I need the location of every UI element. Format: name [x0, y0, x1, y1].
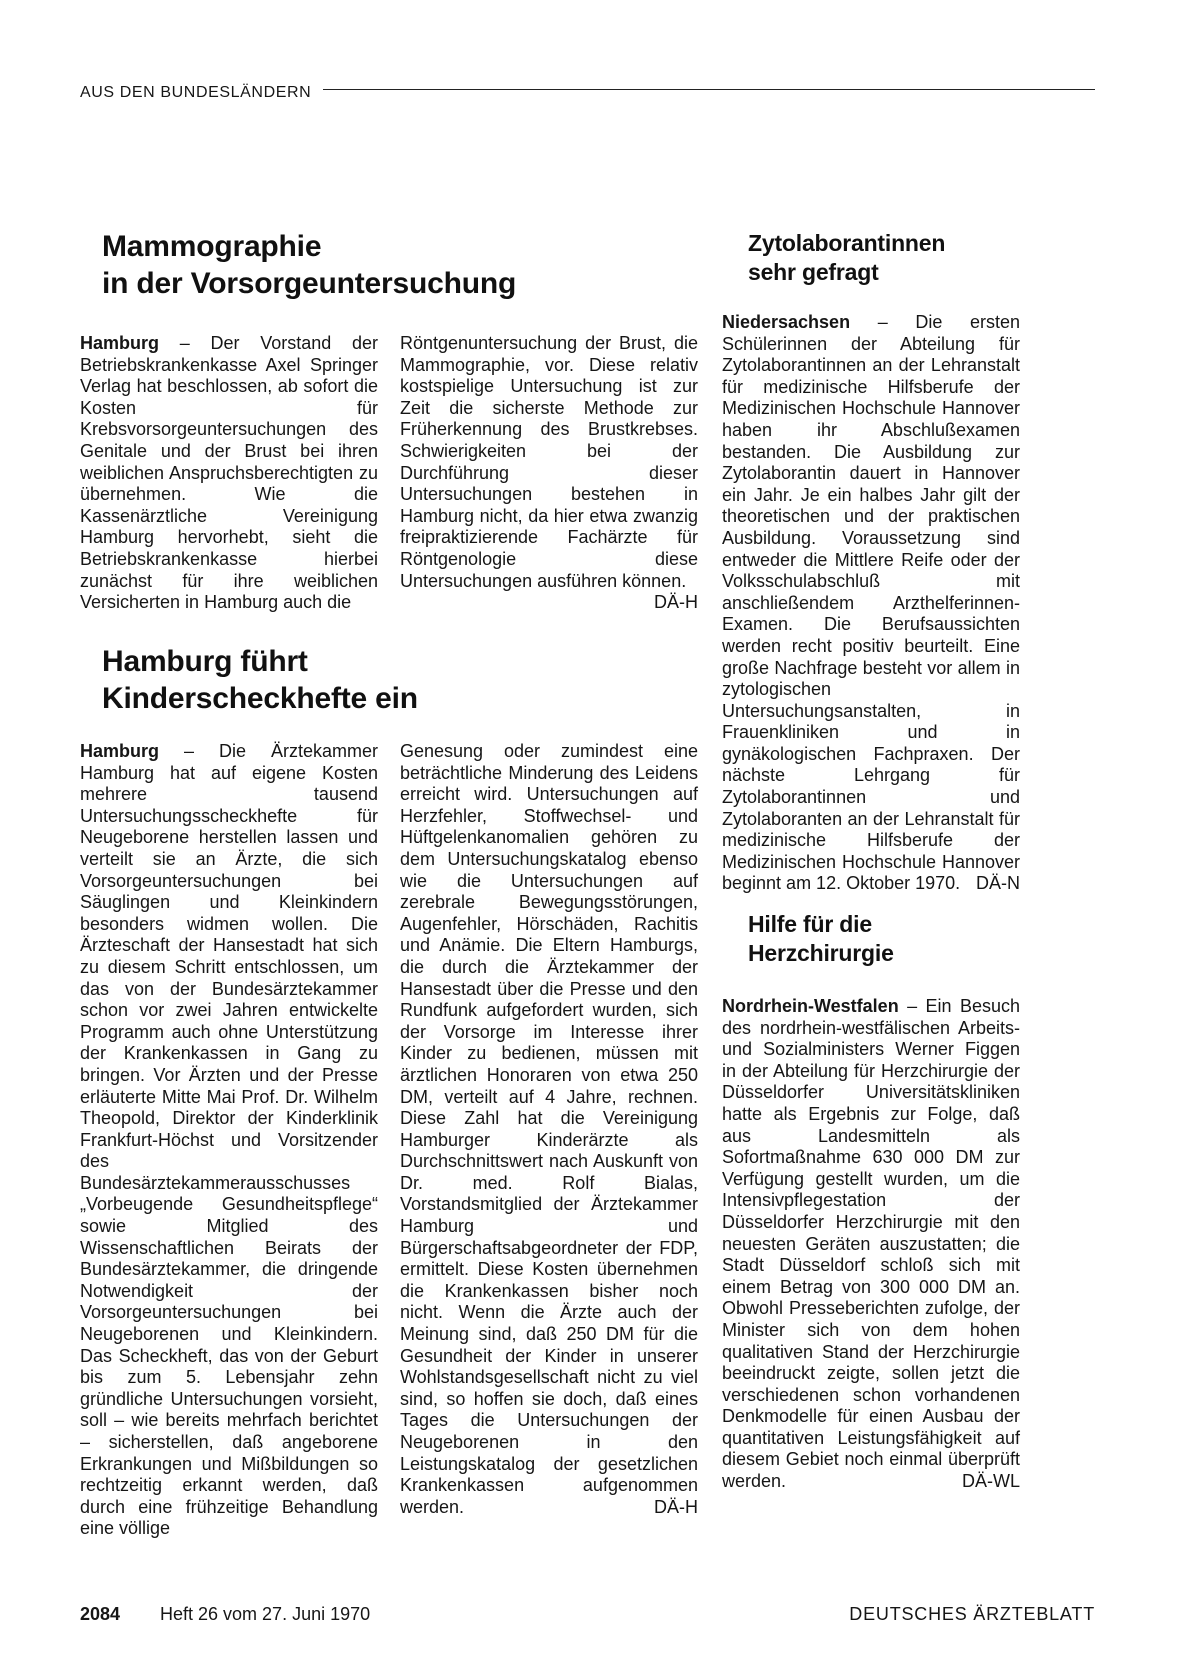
- article-mammographie-col1: [80, 333, 378, 614]
- title-line: Kinderscheckhefte ein: [102, 682, 418, 716]
- article-text: Röntgenuntersuchung der Brust, die Mammographie, vor. Diese relativ kostspielige Untersuchung ist zur Zeit die sicherste Methode zur Früherkennung des Brustkrebses. Schwierigkeiten bei der Durchführung dieser Untersuchungen bestehen in Hamburg nicht, da hier etwa zwanzig freipraktizierende Fachärzte für Röntgenologie diese Untersuchungen ausführen können.: [400, 333, 698, 591]
- title-line: Herzchirurgie: [748, 939, 894, 966]
- title-line: Hilfe für die: [748, 911, 872, 937]
- dateline-place: Hamburg: [80, 741, 160, 761]
- section-title: AUS DEN BUNDESLÄNDERN: [80, 84, 312, 101]
- section-header: [80, 84, 1095, 102]
- article-herzchirurgie-body: [722, 996, 1020, 1493]
- article-mammographie-col2: [400, 333, 698, 614]
- article-text: – Der Vorstand der Betriebskrankenkasse Axel Springer Verlag hat beschlossen, ab sofort die Kosten für Krebsvorsorgeuntersuchungen des Genitale und der Brust bei ihren weiblichen Anspruchsberechtigten zu übernehmen. Wie die Kassenärztliche Vereinigung Hamburg hervorhebt, sieht die Betriebskrankenkasse hierbei zunächst für ihre weiblichen Versicherten in Hamburg auch die: [80, 333, 378, 613]
- title-line: in der Vorsorgeuntersuchung: [102, 267, 517, 301]
- article-text: – Die Ärztekammer Hamburg hat auf eigene Kosten mehrere tausend Untersuchungsscheckhefte für Neugeborene herstellen lassen und verteilt sie an Ärzte, die sich Vorsorgeuntersuchungen bei Säuglingen und Kleinkindern besonders widmen wollen. Die Ärzteschaft der Hansestadt hat sich zu diesem Schritt entschlossen, um das von der Bundesärztekammer schon vor zwei Jahren entwickelte Programm auch ohne Unterstützung der Krankenkassen in Gang zu bringen. Vor Ärzten und der Presse erläuterte Mitte Mai Prof. Dr. Wilhelm Theopold, Direktor der Kinderklinik Frankfurt-Höchst und Vorsitzender des Bundesärztekammerausschusses „Vorbeugende Gesundheitspflege“ sowie Mitglied des Wissenschaftlichen Beirats der Bundesärztekammer, die dringende Notwendigkeit der Vorsorgeuntersuchungen bei Neugeborenen und Kleinkindern. Das Scheckheft, das von der Geburt bis zum 5. Lebensjahr zehn gründliche Untersuchungen vorsieht, soll – wie bereits mehrfach berichtet – sicherstellen, daß angeborene Erkrankungen und Mißbildungen so rechtzeitig erkannt werden, daß durch eine frühzeitige Behandlung eine völlige: [80, 741, 378, 1539]
- article-kinderscheckhefte-title: [102, 643, 418, 717]
- title-line: Hamburg führt: [102, 645, 308, 678]
- article-herzchirurgie-title: [748, 910, 894, 967]
- article-text: – Ein Besuch des nordrhein-westfälischen Arbeits- und Sozialministers Werner Figgen in der Abteilung für Herzchirurgie der Düsseldorfer Universitätskliniken hatte als Ergebnis zur Folge, daß aus Landesmitteln als Sofortmaßnahme 630 000 DM zur Verfügung gestellt wurden, um die Intensivpflegestation der Düsseldorfer Herzchirurgie mit den neuesten Geräten auszustatten; die Stadt Düsseldorf schloß sich mit einem Betrag von 300 000 DM an. Obwohl Presseberichten zufolge, der Minister sich von dem hohen qualitativen Stand der Herzchirurgie beeindruckt zeigte, sollen jetzt die verschiedenen schon vorhandenen Denkmodelle für einen Ausbau der quantitativen Leistungsfähigkeit auf diesem Gebiet noch einmal überprüft werden.: [722, 996, 1020, 1492]
- dateline-place: Hamburg: [80, 333, 160, 353]
- header-rule: [323, 89, 1095, 90]
- journal-name: DEUTSCHES ÄRZTEBLATT: [849, 1604, 1095, 1624]
- page-number: 2084: [80, 1604, 121, 1624]
- page-footer: [80, 1604, 1095, 1625]
- article-kinderscheckhefte-col1: [80, 741, 378, 1540]
- author-signature: DÄ-H: [654, 592, 698, 613]
- article-text: – Die ersten Schülerinnen der Abteilung für Zytolaborantinnen an der Lehranstalt für medizinische Hilfsberufe der Medizinischen Hochschule Hannover haben ihr Abschlußexamen bestanden. Die Ausbildung zur Zytolaborantin dauert in Hannover ein Jahr. Je ein halbes Jahr gilt der theoretischen und der praktischen Ausbildung. Voraussetzung sind entweder die Mittlere Reife oder der Volksschulabschluß mit anschließendem Arzthelferinnen-Examen. Die Berufsaussichten werden recht positiv beurteilt. Eine große Nachfrage besteht vor allem in zytologischen Untersuchungsanstalten, in Frauenkliniken und in gynäkologischen Fachpraxen. Der nächste Lehrgang für Zytolaborantinnen und Zytolaboranten an der Lehranstalt für medizinische Hilfsberufe der Medizinischen Hochschule Hannover beginnt am 12. Oktober 1970.: [722, 312, 1020, 894]
- title-line: Zytolaborantinnen: [748, 230, 946, 256]
- article-mammographie-title: [102, 228, 516, 302]
- article-kinderscheckhefte-col2: [400, 741, 698, 1518]
- article-zytolaborantinnen-title: [748, 229, 945, 286]
- dateline-place: Nordrhein-Westfalen: [722, 996, 899, 1016]
- dateline-place: Niedersachsen: [722, 312, 851, 332]
- title-line: sehr gefragt: [748, 258, 879, 285]
- title-line: Mammographie: [102, 230, 322, 263]
- issue-info: Heft 26 vom 27. Juni 1970: [160, 1604, 371, 1624]
- author-signature: DÄ-H: [654, 1496, 698, 1517]
- article-zytolaborantinnen-body: [722, 312, 1020, 895]
- article-text: Genesung oder zumindest eine beträchtliche Minderung des Leidens erreicht wird. Untersuchungen auf Herzfehler, Stoffwechsel- und Hüftgelenkanomalien gehören zu dem Untersuchungskatalog ebenso wie die Untersuchungen auf zerebrale Bewegungsstörungen, Augenfehler, Hörschäden, Rachitis und Anämie. Die Eltern Hamburgs, die durch die Ärztekammer der Hansestadt über die Presse und den Rundfunk aufgefordert wurden, sich der Vorsorge im Interesse ihrer Kinder zu bedienen, müssen mit ärztlichen Honoraren von etwa 250 DM, verteilt auf 4 Jahre, rechnen. Diese Zahl hat die Vereinigung Hamburger Kinderärzte als Durchschnittswert nach Auskunft von Dr. med. Rolf Bialas, Vorstandsmitglied der Ärztekammer Hamburg und Bürgerschaftsabgeordneter der FDP, ermittelt. Diese Kosten übernehmen die Krankenkassen bisher noch nicht. Wenn die Ärzte auch der Meinung sind, daß 250 DM für die Gesundheit der Kinder in unserer Wohlstandsgesellschaft nicht zu viel sind, so hoffen sie doch, daß eines Tages die Untersuchungen der Neugeborenen in den Leistungskatalog der gesetzlichen Krankenkassen aufgenommen werden.: [400, 741, 698, 1517]
- author-signature: DÄ-N: [976, 873, 1020, 894]
- author-signature: DÄ-WL: [962, 1471, 1020, 1492]
